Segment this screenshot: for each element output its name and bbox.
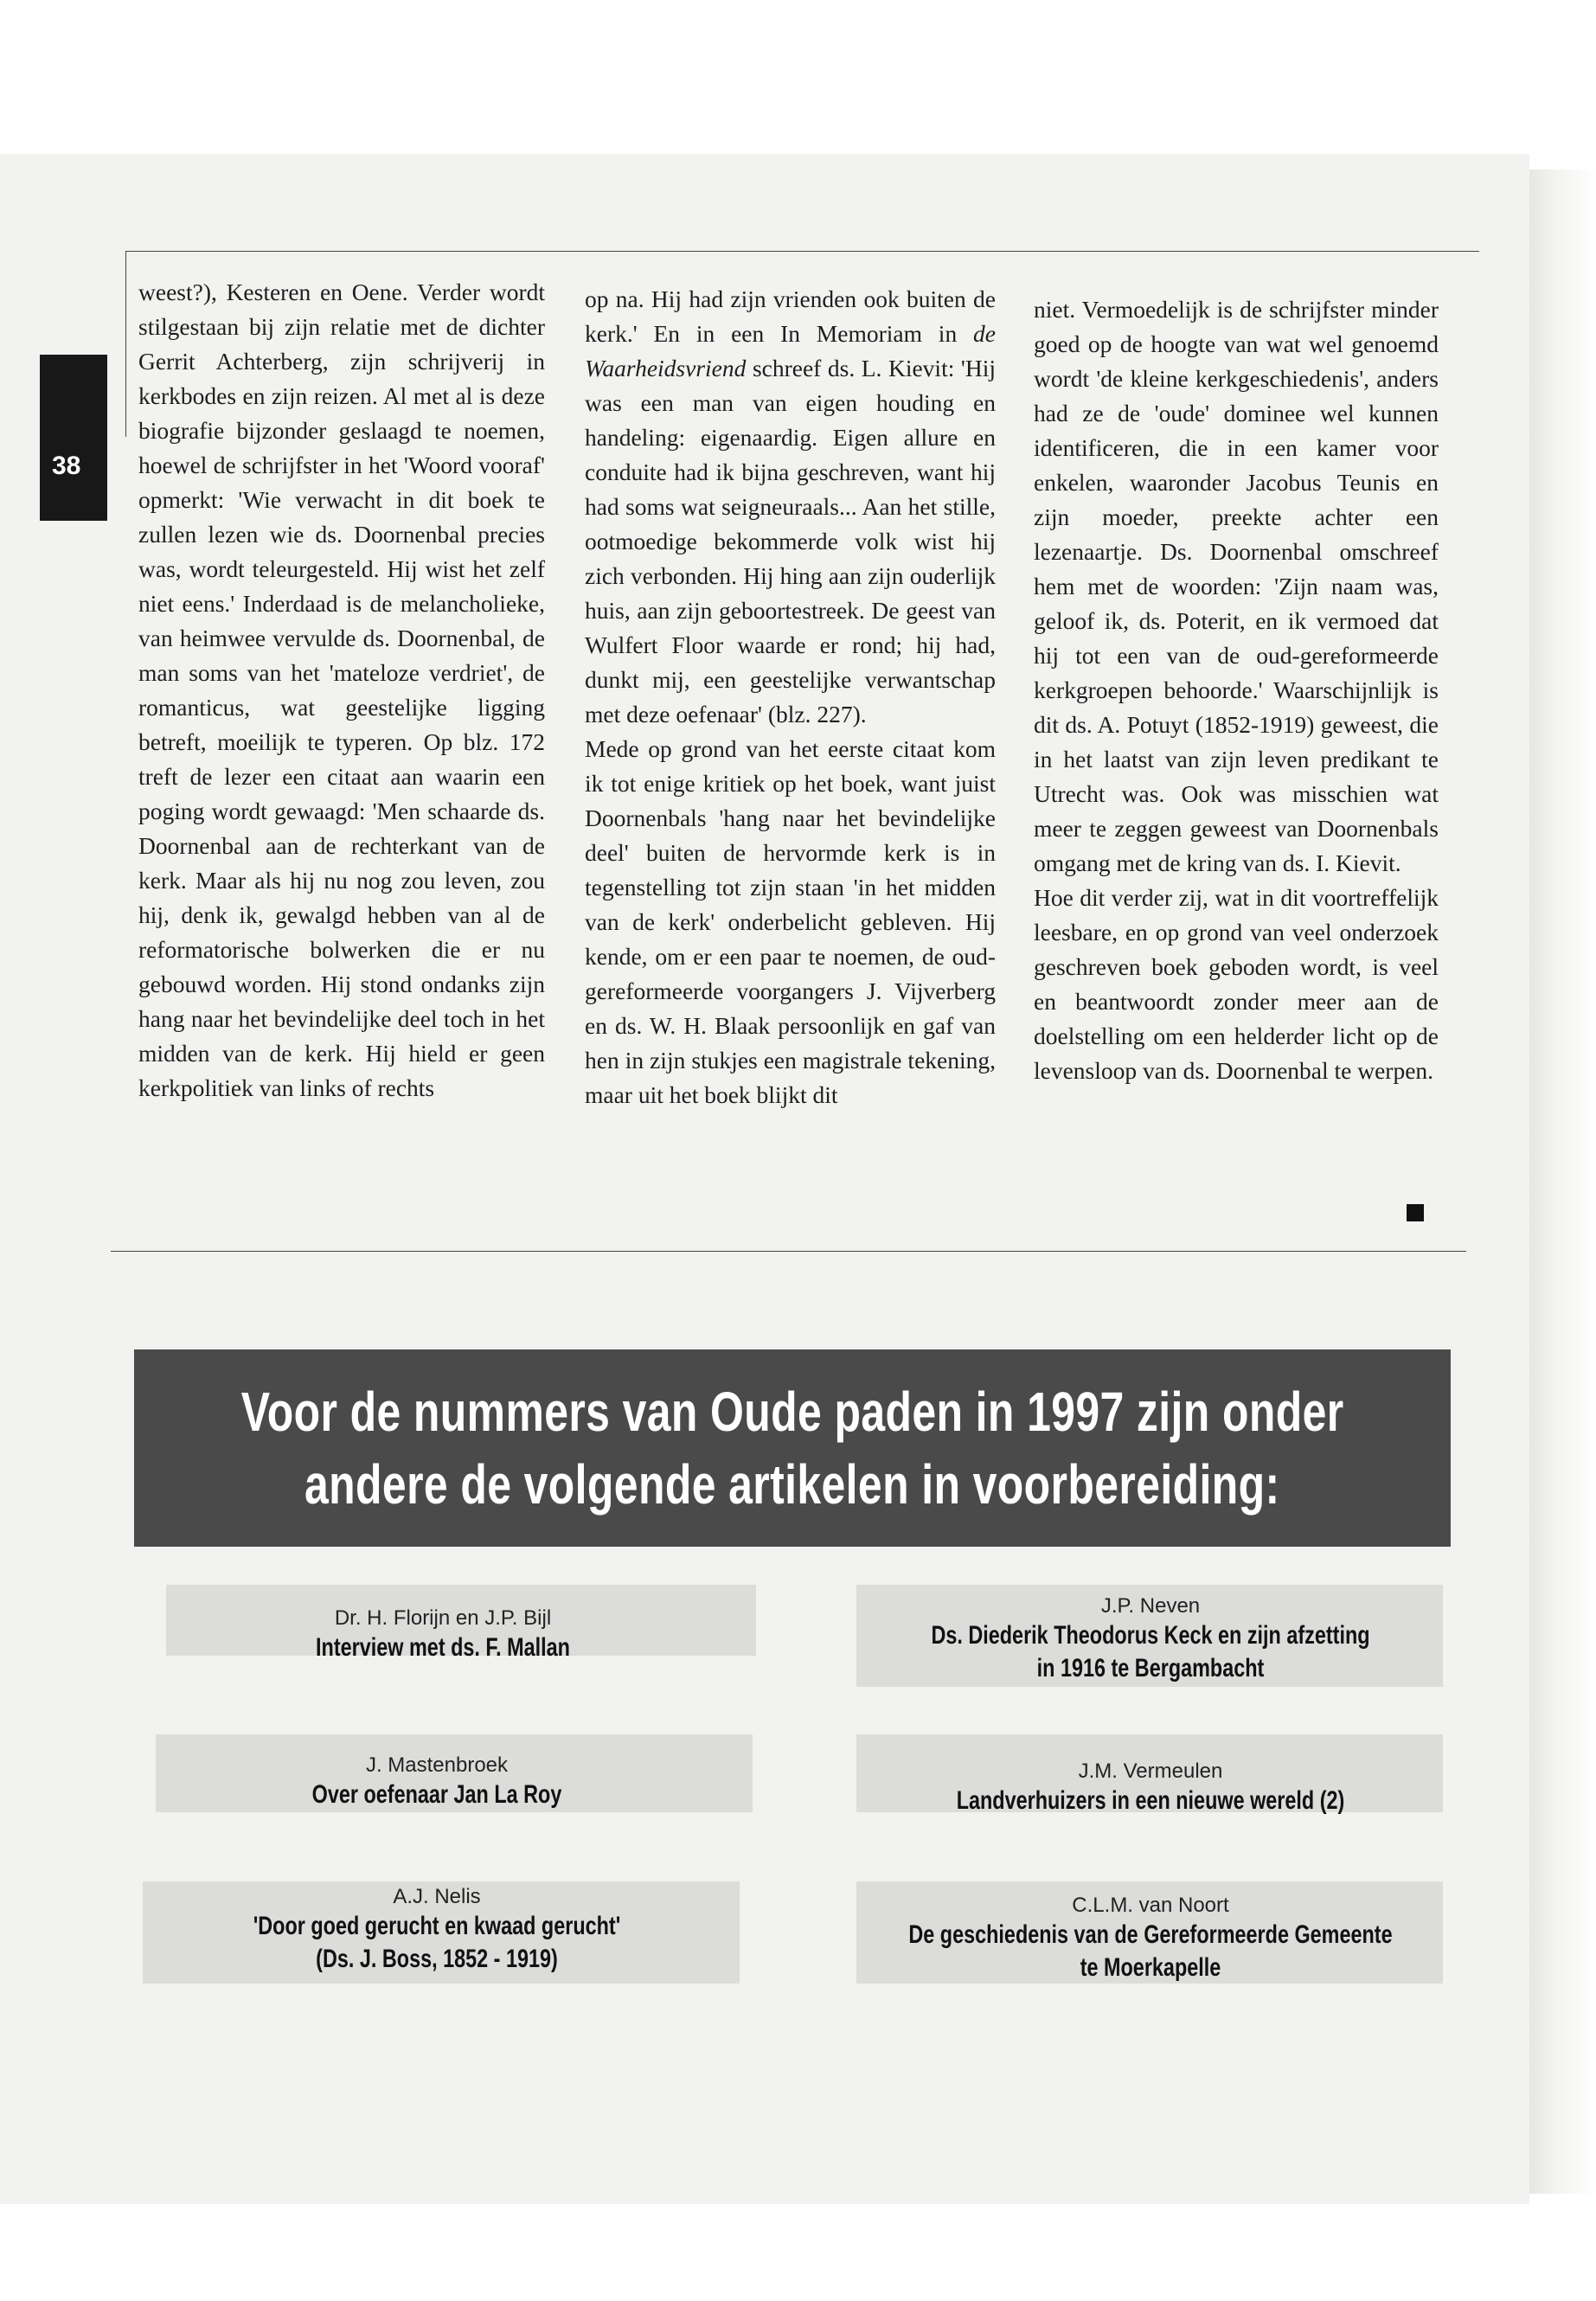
banner-line-1: Voor de nummers van Oude paden in 1997 zijn onder <box>240 1381 1344 1443</box>
article-item <box>822 1593 1479 1685</box>
article-item <box>114 1606 772 1664</box>
article-author: C.L.M. van Noort <box>1072 1894 1229 1917</box>
column-2-text-a: op na. Hij had zijn vrienden ook buiten de kerk.' En in een In Memoriam in <box>585 285 996 347</box>
article-item <box>108 1753 766 1811</box>
top-rule-tick <box>125 251 126 437</box>
column-1 <box>138 275 545 1106</box>
page-number-tab <box>40 355 107 521</box>
article-author: A.J. Nelis <box>393 1885 481 1908</box>
bottom-rule <box>111 1251 1466 1252</box>
column-2-paragraph-2: Mede op grond van het eerste citaat kom ik tot enige kritiek op het boek, want juist Doornenbals 'hang naar het bevindelijke deel' buiten de hervormde kerk is in tegenstelling tot zijn staan 'in het midden van de kerk' onderbelicht gebleven. Hij kende, om er een paar te noemen, de oud-gereformeerde voorgangers J. Vijverberg en ds. W. H. Blaak persoonlijk en gaf van hen in zijn stukjes een magistrale tekening, maar uit het boek blijkt dit <box>585 735 996 1108</box>
article-title: Interview met ds. F. Mallan <box>316 1633 570 1662</box>
announcement-banner <box>134 1349 1451 1547</box>
column-3-paragraph-1: niet. Vermoedelijk is de schrijfster minder goed op de hoogte van wat wel genoemd wordt 'de kleine kerkgeschiedenis', anders had ze de 'oude' dominee wel kunnen identificeren, die in een kamer voor enkelen, waaronder Jacobus Teunis en zijn moeder, preekte achter een lezenaartje. Ds. Doornenbal omschreef hem met de woorden: 'Zijn naam was, geloof ik, ds. Poterit, en ik vermoed dat hij tot een van de oud-gereformeerde kerkgroepen behoorde.' Waarschijnlijk is dit ds. A. Potuyt (1852-1919) geweest, die in het laatst van zijn leven predikant te Utrecht was. Ook was misschien wat meer te zeggen geweest van Doornenbals omgang met de kring van ds. I. Kievit. <box>1034 296 1439 876</box>
column-3 <box>1034 292 1439 1088</box>
article-author: J.P. Neven <box>1100 1594 1201 1618</box>
article-item <box>108 1884 766 1976</box>
end-of-article-square-icon <box>1407 1204 1424 1221</box>
page-edge-shadow <box>1529 170 1596 2194</box>
column-2 <box>585 282 996 1112</box>
column-2-text-b: schreef ds. L. Kievit: 'Hij was een man van eigen houding en handeling: eigenaardig. Eigen allure en conduite had ik bijna geschreven, want hij had soms wat seigneuraals... Aan het stille, ootmoedige bekommerde volk wist hij zich verbonden. Hij hing aan zijn ouderlijk huis, aan zijn geboortestreek. De geest van Wulfert Floor waarde er rond; hij had, dunkt mij, een geestelijke verwantschap met deze oefenaar' (blz. 227). <box>585 355 996 727</box>
column-2-paragraph-1 <box>585 282 996 732</box>
article-author: Dr. H. Florijn en J.P. Bijl <box>334 1606 552 1630</box>
article-author: J.M. Vermeulen <box>1078 1759 1223 1783</box>
column-2-italic-title: de Waarheidsvriend <box>585 320 996 381</box>
column-1-paragraph: weest?), Kesteren en Oene. Verder wordt stilgestaan bij zijn relatie met de dichter Gerrit Achterberg, zijn schrijverij in kerkbodes en zijn reizen. Al met al is deze biografie bijzonder geslaagd te noemen, hoewel de schrijfster in het 'Woord vooraf' opmerkt: 'Wie verwacht in dit boek te zullen lezen wie ds. Doornenbal precies was, wordt teleurgesteld. Hij wist het zelf niet eens.' Inderdaad is de melancholieke, van heimwee vervulde ds. Doornenbal, de man soms van het 'mateloze verdriet', de romanticus, wat geestelijke ligging betreft, moeilijk te typeren. Op blz. 172 treft de lezer een citaat aan waarin een poging wordt gewaagd: 'Men schaarde ds. Doornenbal aan de rechterkant van de kerk. Maar als hij nu nog zou leven, zou hij, denk ik, gewalgd hebben van al de reformatorische bolwerken die er nu gebouwd worden. Hij stond ondanks zijn hang naar het bevindelijke deel toch in het midden van de kerk. Hij hield er geen kerkpolitiek van links of rechts <box>138 279 545 1101</box>
page-number: 38 <box>52 452 81 480</box>
article-title: Over oefenaar Jan La Roy <box>311 1780 562 1809</box>
banner-line-2: andere de volgende artikelen in voorbereiding: <box>304 1453 1280 1516</box>
top-rule <box>125 251 1479 252</box>
article-item <box>822 1893 1479 1984</box>
column-3-paragraph-2: Hoe dit verder zij, wat in dit voortreffelijk leesbare, en op grond van veel onderzoek geschreven boek geboden wordt, is veel en beantwoordt zonder meer aan de doelstelling om een helderder licht op de levensloop van ds. Doornenbal te werpen. <box>1034 884 1439 1084</box>
article-title: De geschiedenis van de Gereformeerde Gemeente te Moerkapelle <box>908 1920 1393 1982</box>
article-title: Landverhuizers in een nieuwe wereld (2) <box>956 1786 1345 1815</box>
article-title: Ds. Diederik Theodorus Keck en zijn afzetting in 1916 te Bergambacht <box>931 1621 1370 1682</box>
article-item <box>822 1759 1479 1817</box>
article-author: J. Mastenbroek <box>365 1753 509 1777</box>
article-title: 'Door goed gerucht en kwaad gerucht' (Ds. J. Boss, 1852 - 1919) <box>253 1912 621 1973</box>
